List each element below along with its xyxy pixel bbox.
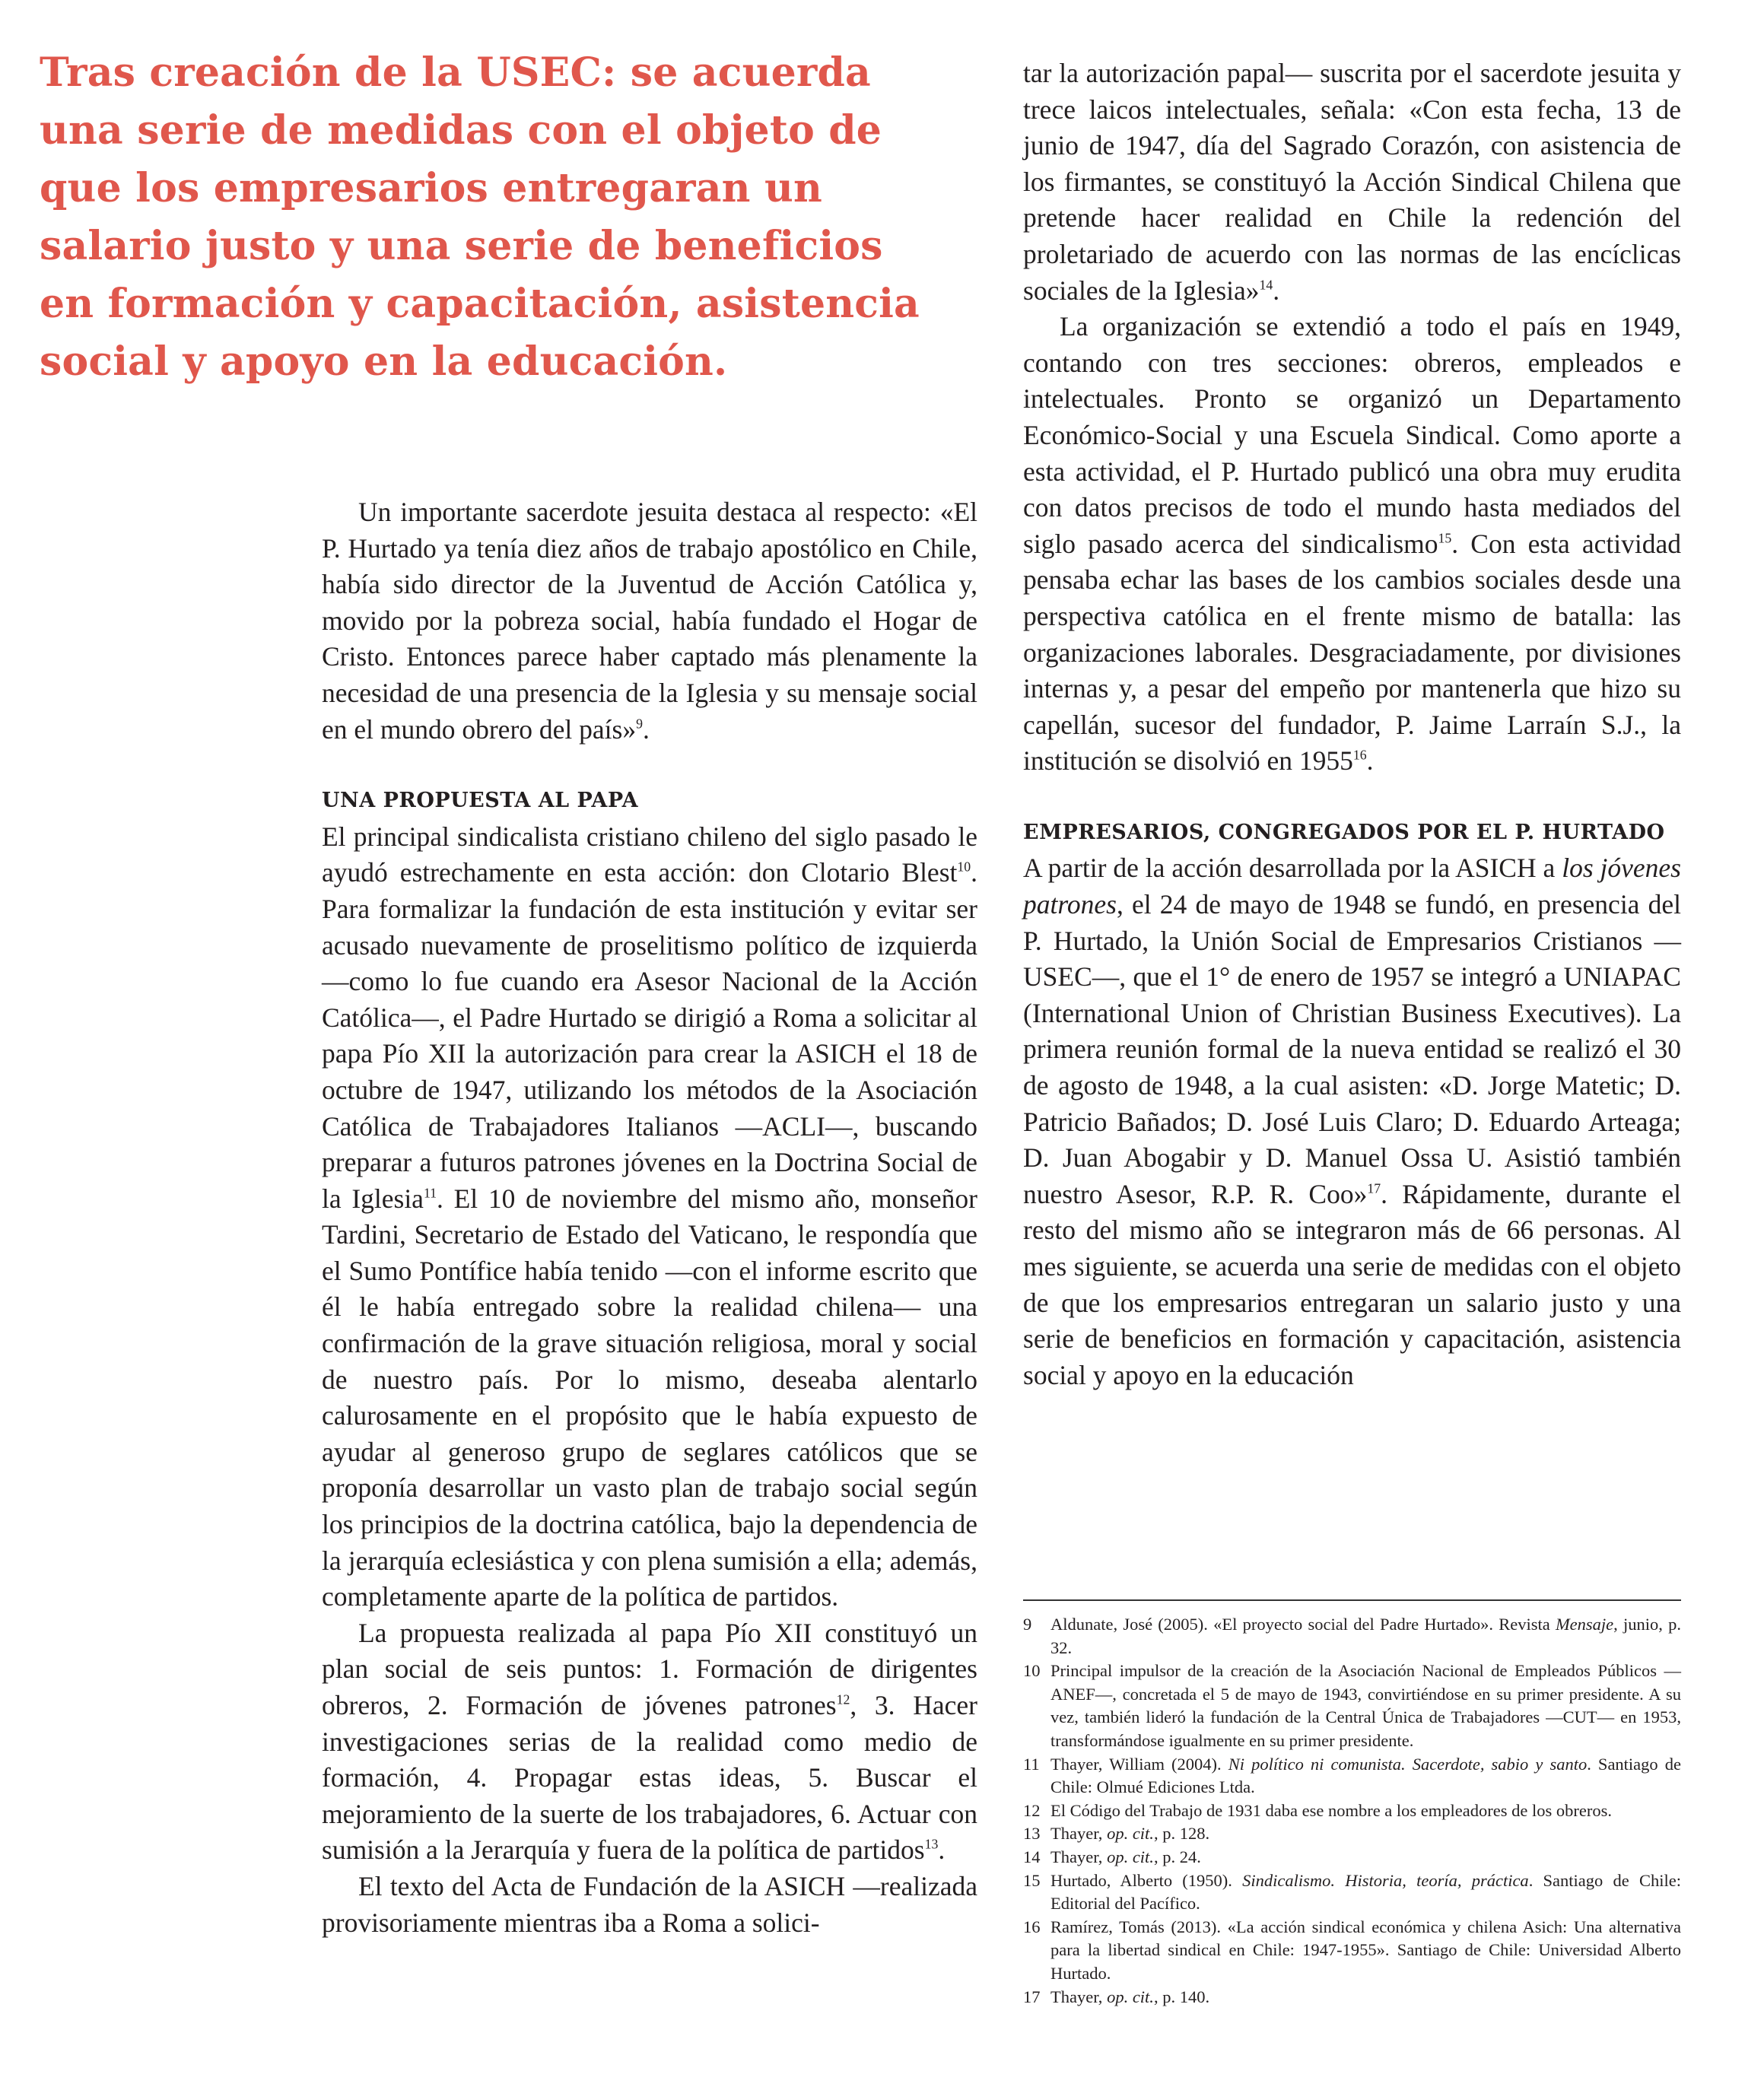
text-run: . Santiago de Chile: Olmué Ediciones Ltda.: [1050, 1754, 1681, 1797]
text-run: Un importante sacerdote jesuita destaca al respecto: «El P. Hurtado ya tenía diez años de trabajo apostólico en Chile, había sido director de la Juventud de Acción Católica y, movido por la pobreza social, había fundado el Hogar de Cristo. Entonces parece haber captado más plenamente la necesidad de una presencia de la Iglesia y su mensaje social en el mundo obrero del país»: [322, 497, 977, 745]
italic-text: op. cit.: [1107, 1847, 1154, 1866]
footnote-text: [1050, 1799, 1681, 1823]
text-run: Thayer,: [1050, 1987, 1108, 2006]
text-run: A partir de la acción desarrollada por la ASICH a: [1023, 853, 1562, 884]
footnote-number: 12: [1023, 1800, 1041, 1820]
paragraph: [1023, 309, 1681, 780]
text-run: El texto del Acta de Fundación de la ASICH —realizada provisoriamente mientras iba a Roma a solici-: [322, 1870, 977, 1938]
section-spacer: [322, 748, 977, 783]
footnote-item: [1023, 1660, 1681, 1752]
footnote-number: 17: [1023, 1987, 1041, 2006]
paragraph: [1023, 56, 1681, 309]
italic-text: Ni político ni comunista. Sacerdote, sabio y santo: [1228, 1754, 1588, 1774]
footnote-text: [1050, 1613, 1681, 1660]
footnote-item: [1023, 1986, 1681, 2009]
footnote-reference: 14: [1259, 277, 1273, 293]
text-run: .: [1273, 275, 1280, 306]
text-run: Aldunate, José (2005). «El proyecto social del Padre Hurtado». Revista: [1050, 1615, 1556, 1634]
footnote-text: [1050, 1753, 1681, 1799]
section-heading: EMPRESARIOS, CONGREGADOS POR EL P. HURTADO: [1023, 820, 1665, 844]
paragraph: [1023, 850, 1681, 1393]
footnote-text: [1050, 1869, 1681, 1916]
footnote-item: [1023, 1799, 1681, 1823]
footnote-text: [1050, 1846, 1681, 1869]
italic-text: op. cit.: [1107, 1824, 1154, 1844]
text-run: , p. 128.: [1153, 1824, 1210, 1844]
text-run: , el 24 de mayo de 1948 se fundó, en presencia del P. Hurtado, la Unión Social de Empresarios Cristianos —USEC—, que el 1° de enero de 1957 se integró a UNIAPAC (International Union of Christian Business Executives). La primera reunión formal de la nueva entidad se realizó el 30 de agosto de 1948, a la cual asisten: «D. Jorge Matetic; D. Patricio Bañados; D. José Luis Claro; D. Eduardo Arteaga; D. Juan Abogabir y D. Manuel Ossa U. Asistió también nuestro Asesor, R.P. R. Coo»: [1023, 889, 1681, 1209]
footnote-reference: 16: [1352, 747, 1367, 763]
italic-text: op. cit.: [1107, 1987, 1154, 2006]
footnote-reference: 10: [957, 859, 971, 875]
footnote-reference: 13: [924, 1837, 939, 1853]
text-run: , p. 24.: [1153, 1847, 1201, 1866]
footnote-item: [1023, 1753, 1681, 1799]
footnote-item: [1023, 1846, 1681, 1869]
text-run: Hurtado, Alberto (1950).: [1050, 1870, 1243, 1890]
footnote-reference: 9: [636, 716, 643, 732]
footnote-number: 11: [1023, 1754, 1040, 1774]
paragraph: [322, 1869, 977, 1941]
footnote-text: [1050, 1916, 1681, 1986]
footnote-item: [1023, 1613, 1681, 1660]
footnote-text: [1050, 1660, 1681, 1752]
footnote-reference: 17: [1367, 1180, 1381, 1196]
footnote-item: [1023, 1869, 1681, 1916]
section-spacer: [1023, 780, 1681, 815]
footnote-reference: 12: [836, 1691, 850, 1707]
text-run: .: [642, 713, 650, 745]
text-run: . Rápidamente, durante el resto del mismo año se integraron más de 66 personas. Al mes siguiente, se acuerda una serie de medidas con el objeto de que los empresarios entregaran un salario justo y una serie de beneficios en formación y capacitación, asistencia social y apoyo en la educación: [1023, 1178, 1681, 1390]
italic-text: los jóvenes patrones: [1023, 853, 1681, 920]
text-run: . El 10 de noviembre del mismo año, monseñor Tardini, Secretario de Estado del Vaticano, le respondía que el Sumo Pontífice había tenido —con el informe escrito que él le había entregado sobre la realidad chilena— una confirmación de la grave situación religiosa, moral y social de nuestro país. Por lo mismo, deseaba alentarlo calurosamente en el propósito que le había expuesto de ayudar al generoso grupo de seglares católicos que se proponía desarrollar un vasto plan de trabajo social según los principios de la doctrina católica, bajo la dependencia de la jerarquía eclesiástica y con plena sumisión a ella; además, completamente aparte de la política de partidos.: [322, 1183, 978, 1612]
text-run: El principal sindicalista cristiano chileno del siglo pasado le ayudó estrechamente en esta acción: don Clotario Blest: [322, 821, 977, 888]
text-run: . Para formalizar la fundación de esta institución y evitar ser acusado nuevamente de proselitismo político de izquierda —como lo fue cuando era Asesor Nacional de la Acción Católica—, el Padre Hurtado se dirigió a Roma a solicitar al papa Pío XII la autorización para crear la ASICH el 18 de octubre de 1947, utilizando los métodos de la Asociación Católica de Trabajadores Italianos —ACLI—, buscando preparar a futuros patrones jóvenes en la Doctrina Social de la Iglesia: [322, 857, 977, 1214]
text-run: El Código del Trabajo de 1931 daba ese nombre a los empleadores de los obreros.: [1050, 1800, 1612, 1820]
paragraph: [322, 819, 977, 1615]
text-run: . Santiago de Chile: Editorial del Pacífico.: [1050, 1870, 1681, 1914]
pull-quote-title: Tras creación de la USEC: se acuerda una serie de medidas con el objeto de que los empresarios entregaran un salario justo y una serie de beneficios en formación y capacitación, asistencia social y apoyo en la educación.: [40, 49, 920, 385]
footnote-reference: 11: [423, 1185, 437, 1201]
footnote-number: 13: [1023, 1824, 1041, 1844]
text-run: Principal impulsor de la creación de la Asociación Nacional de Empleados Públicos —ANEF—, concretada el 5 de mayo de 1943, convirtiéndose en su primer presidente. A su vez, también lideró la fundación de la Central Única de Trabajadores —CUT— en 1953, transformándose igualmente en su primer presidente.: [1050, 1661, 1681, 1750]
footnote-item: [1023, 1916, 1681, 1986]
footnote-number: 15: [1023, 1870, 1041, 1890]
right-text-column: [1023, 56, 1681, 1393]
text-run: , junio, p. 32.: [1050, 1615, 1681, 1657]
text-run: Thayer, William (2004).: [1050, 1754, 1228, 1774]
footnote-number: 16: [1023, 1917, 1041, 1936]
paragraph: [322, 1615, 977, 1869]
text-run: La propuesta realizada al papa Pío XII constituyó un plan social de seis puntos: 1. Formación de dirigentes obreros, 2. Formación de jóvenes patrones: [322, 1617, 977, 1720]
footnote-text: [1050, 1822, 1681, 1846]
text-run: .: [938, 1834, 946, 1866]
left-text-column: [322, 494, 977, 1941]
footnote-number: 14: [1023, 1847, 1041, 1866]
section-heading: UNA PROPUESTA AL PAPA: [322, 789, 639, 813]
footnote-item: [1023, 1822, 1681, 1846]
text-run: , p. 140.: [1153, 1987, 1210, 2006]
footnote-number: 9: [1023, 1615, 1032, 1634]
text-run: , 3. Hacer investigaciones serias de la realidad como medio de formación, 4. Propagar estas ideas, 5. Buscar el mejoramiento de la suerte de los trabajadores, 6. Actuar con sumisión a la Jerarquía y fuera de la política de partidos: [322, 1690, 977, 1866]
text-run: .: [1366, 745, 1374, 777]
footnote-reference: 15: [1438, 530, 1452, 546]
footnote-number: 10: [1023, 1661, 1041, 1681]
italic-text: Sindicalismo. Historia, teoría, práctica: [1242, 1870, 1529, 1890]
text-run: Thayer,: [1050, 1824, 1108, 1844]
text-run: Thayer,: [1050, 1847, 1108, 1866]
paragraph: [322, 494, 977, 748]
text-run: La organización se extendió a todo el país en 1949, contando con tres secciones: obreros, empleados e intelectuales. Pronto se organizó un Departamento Económico-Social y una Escuela Sindical. Como aporte a esta actividad, el P. Hurtado publicó una obra muy erudita con datos precisos de todo el mundo hasta mediados del siglo pasado acerca del sindicalismo: [1023, 311, 1681, 559]
text-run: . Con esta actividad pensaba echar las bases de los cambios sociales desde una perspectiva católica en el frente mismo de batalla: las organizaciones laborales. Desgraciadamente, por divisiones internas y, a pesar del empeño por mantenerla que hizo su capellán, sucesor del fundador, P. Jaime Larraín S.J., la institución se disolvió en 1955: [1023, 528, 1681, 777]
footnote-text: [1050, 1986, 1681, 2009]
text-run: tar la autorización papal— suscrita por el sacerdote jesuita y trece laicos intelectuales, señala: «Con esta fecha, 13 de junio de 1947, día del Sagrado Corazón, con asistencia de los firmantes, se constituyó la Acción Sindical Chilena que pretende hacer realidad en Chile la redención del proletariado de acuerdo con las normas de las encíclicas sociales de la Iglesia»: [1023, 58, 1681, 306]
text-run: Ramírez, Tomás (2013). «La acción sindical económica y chilena Asich: Una alternativa para la libertad sindical en Chile: 1947-1955». Santiago de Chile: Universidad Alberto Hurtado.: [1050, 1917, 1681, 1983]
italic-text: Mensaje: [1555, 1615, 1614, 1634]
footnotes: [1023, 1599, 1681, 2009]
